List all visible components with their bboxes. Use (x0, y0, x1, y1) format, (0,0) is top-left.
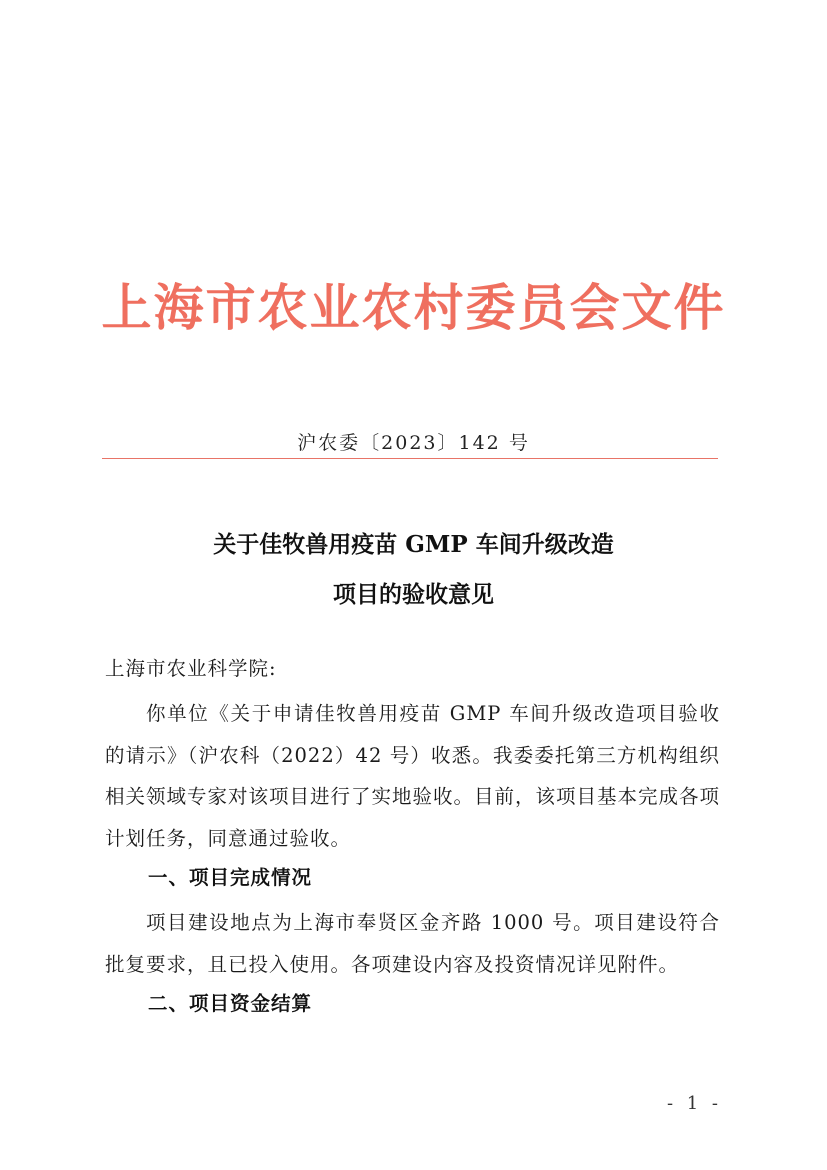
salutation: 上海市农业科学院: (105, 657, 277, 680)
red-divider-line (102, 458, 718, 459)
document-title-line-1: 关于佳牧兽用疫苗 GMP 车间升级改造 (213, 531, 614, 558)
section-heading-2: 二、项目资金结算 (148, 992, 313, 1015)
section-heading-1: 一、项目完成情况 (148, 866, 313, 889)
page-number: - 1 - (666, 1093, 722, 1114)
document-number: 沪农委〔2023〕142 号 (297, 432, 530, 454)
body-paragraph-1: 你单位《关于申请佳牧兽用疫苗 GMP 车间升级改造项目验收的请示》（沪农科（2022）42 号）收悉。我委委托第三方机构组织相关领域专家对该项目进行了实地验收。目前，该项目基本完成各项计划任务，同意通过验收。 (105, 702, 721, 850)
body-paragraph-2: 项目建设地点为上海市奉贤区金齐路 1000 号。项目建设符合批复要求，且已投入使用。各项建设内容及投资情况详见附件。 (105, 911, 720, 976)
document-title-line-2: 项目的验收意见 (333, 581, 494, 608)
issuer-header-title: 上海市农业农村委员会文件 (101, 278, 726, 337)
